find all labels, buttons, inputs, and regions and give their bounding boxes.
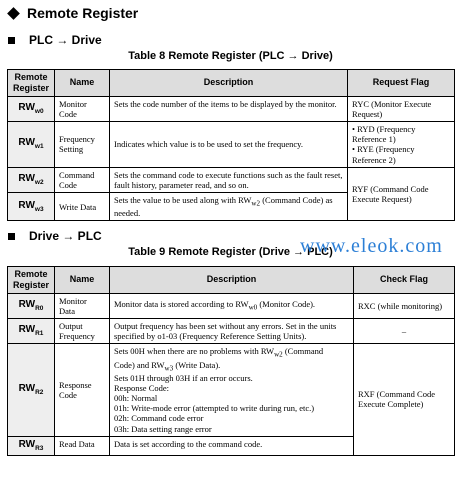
table8-caption: Table 8 Remote Register (PLC → Drive): [128, 50, 333, 62]
col-header-register: Remote Register: [8, 70, 55, 97]
col-header-description: Description: [110, 70, 348, 97]
table-row: $RW_{R2}$ Response Code Sets 00H when there are no problems with $RW_{w2}$ (Command Code) and $RW_{w3}$ (Write Data). Sets 01H through 03H if an error occurs. Response Code: 00h: Normal 01h: Write-mode error (attempted to write during run, etc.) 02h: Command code error 03h: Data setting range error RXF (Command Code Execute Complete): [8, 344, 455, 436]
table-row: $RW_{R1}$ Output Frequency Output frequency has been set without any errors. Set in the units specified by o1-03 (Frequency Reference Setting Units). –: [8, 318, 455, 343]
table-row: $RW_{R0}$ Monitor Data Monitor data is stored according to $RW_{w0}$ (Monitor Code). RXC (while monitoring): [8, 293, 455, 318]
section-title: Remote Register: [6, 5, 138, 21]
col-header-name: Name: [55, 70, 110, 97]
table9-caption: Table 9 Remote Register (Drive → PLC): [128, 246, 333, 258]
table9: [7, 266, 455, 456]
col-header-description: Description: [110, 267, 354, 294]
diamond-bullet-icon: [7, 7, 20, 20]
table-row: $RW_{w3}$ Write Data Sets the value to be used along with $RW_{w2}$ (Command Code) as needed.: [8, 193, 455, 221]
table-row: $RW_{R3}$ Read Data Data is set according to the command code.: [8, 436, 455, 455]
subsection-plc-to-drive: PLC → Drive: [8, 33, 102, 47]
table-row: $RW_{w0}$ Monitor Code Sets the code number of the items to be displayed by the monitor. RYC (Monitor Execute Request): [8, 96, 455, 121]
col-header-flag: Request Flag: [348, 70, 455, 97]
table-row: $RW_{w2}$ Command Code Sets the command code to execute functions such as the fault reset, fault history, parameter read, and so on. RYF (Command Code Execute Request): [8, 167, 455, 192]
col-header-register: Remote Register: [8, 267, 55, 294]
square-bullet-icon: [8, 233, 15, 240]
subsection-drive-to-plc: Drive → PLC: [8, 229, 102, 243]
col-header-flag: Check Flag: [354, 267, 455, 294]
table-row: $RW_{w1}$ Frequency Setting Indicates which value is to be used to set the frequency. • RYD (Frequency Reference 1) • RYE (Frequency Reference 2): [8, 121, 455, 167]
square-bullet-icon: [8, 37, 15, 44]
watermark-text: www.eleok.com: [300, 235, 443, 257]
table8: [7, 69, 455, 221]
col-header-name: Name: [55, 267, 110, 294]
